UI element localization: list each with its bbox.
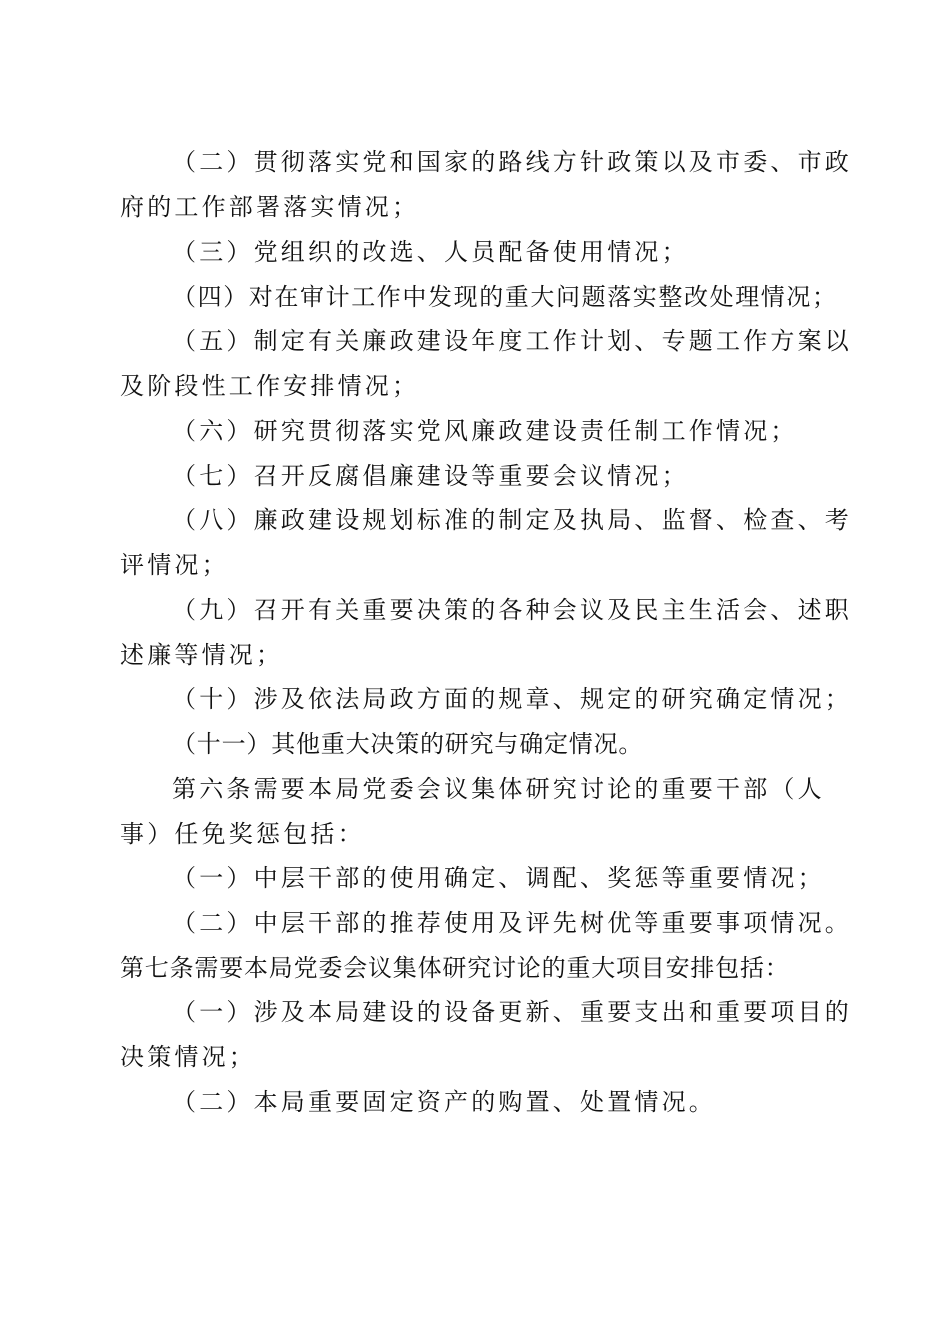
paragraph-line: （九）召开有关重要决策的各种会议及民主生活会、述职	[172, 596, 852, 624]
paragraph-line: 决策情况；	[120, 1043, 256, 1071]
article-heading-line: 第七条需要本局党委会议集体研究讨论的重大项目安排包括：	[120, 954, 790, 982]
paragraph-line: （一）中层干部的使用确定、调配、奖惩等重要情况；	[172, 864, 825, 892]
paragraph-line: 府的工作部署落实情况；	[120, 193, 420, 221]
paragraph-line: （八）廉政建设规划标准的制定及执局、监督、检查、考	[172, 506, 852, 534]
paragraph-line: （二）贯彻落实党和国家的路线方针政策以及市委、市政	[172, 148, 852, 176]
paragraph-line: （一）涉及本局建设的设备更新、重要支出和重要项目的	[172, 998, 852, 1026]
paragraph-line: （十）涉及依法局政方面的规章、规定的研究确定情况；	[172, 685, 852, 713]
paragraph-line: （四）对在审计工作中发现的重大问题落实整改处理情况；	[172, 283, 838, 311]
paragraph-line: （五）制定有关廉政建设年度工作计划、专题工作方案以	[172, 327, 852, 355]
paragraph-line: （二）本局重要固定资产的购置、处置情况。	[172, 1088, 716, 1116]
paragraph-line: 事）任免奖惩包括：	[120, 820, 365, 848]
paragraph-line: （十一）其他重大决策的研究与确定情况。	[172, 730, 644, 758]
paragraph-line: 评情况；	[120, 551, 229, 579]
paragraph-line: （六）研究贯彻落实党风廉政建设责任制工作情况；	[172, 417, 798, 445]
paragraph-line: 及阶段性工作安排情况；	[120, 372, 420, 400]
article-heading-line: 第六条需要本局党委会议集体研究讨论的重要干部（人	[172, 775, 825, 803]
paragraph-line: （七）召开反腐倡廉建设等重要会议情况；	[172, 462, 689, 490]
paragraph-line: （二）中层干部的推荐使用及评先树优等重要事项情况。	[172, 909, 852, 937]
paragraph-line: （三）党组织的改选、人员配备使用情况；	[172, 238, 689, 266]
paragraph-line: 述廉等情况；	[120, 641, 284, 669]
